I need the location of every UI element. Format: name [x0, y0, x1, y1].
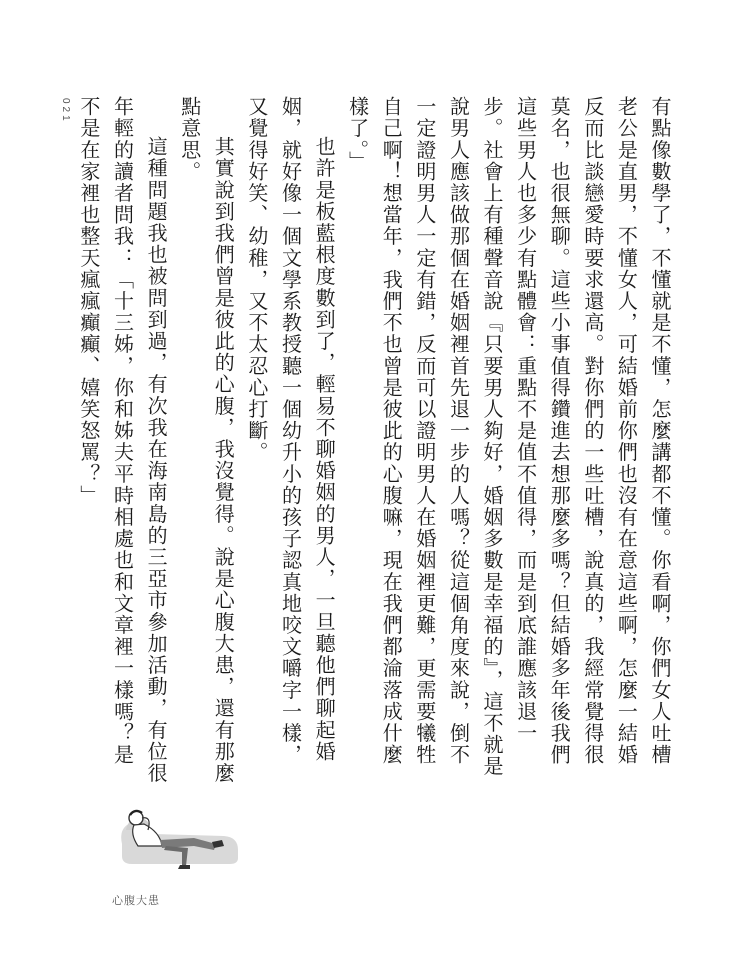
reclining-man-on-sofa-icon [104, 800, 244, 880]
page-number: 021 [60, 98, 71, 124]
paragraph-3: 其實說到我們曾是彼此的心腹，我沒覺得。說是心腹大患，還有那麼點意思。 [177, 96, 236, 784]
paragraph-2: 也許是板藍根度數到了，輕易不聊婚姻的男人，一旦聽他們聊起婚姻，就好像一個文學系教授聽一個幼升小的孩子認真地咬文嚼字一樣，又覺得好笑、幼稚，又不太忍心打斷。 [244, 96, 337, 766]
paragraph-4: 這種問題我也被問到過，有次我在海南島的三亞市參加活動，有位很年輕的讀者問我：「十三姊，你和姊夫平時相處也和文章裡一樣嗎？是不是在家裡也整天瘋瘋癲癲、嬉笑怒罵？」 [76, 96, 169, 784]
paragraph-1: 有點像數學了，不懂就是不懂，怎麼講都不懂。你看啊，你們女人吐槽老公是直男，不懂女人，可結婚前你們也沒有在意這些啊，怎麼一結婚反而比談戀愛時要求還高。對你們的一些吐槽，說真的，我經常覺得很莫名，也很無聊。這些小事值得鑽進去想那麼多嗎？但結婚多年後我們這些男人也多少有點體會：重點不是值不值得，而是到底誰應該退一步。社會上有種聲音說『只要男人夠好，婚姻多數是幸福的』，這不就是說男人應該做那個在婚姻裡首先退一步的人嗎？從這個角度來說，倒不一定證明男人一定有錯，反而可以證明男人在婚姻裡更難，更需要犧牲自己啊！想當年，我們不也曾是彼此的心腹嘛，現在我們都淪落成什麼樣了。」 [345, 96, 672, 778]
illustration-caption: 心腹大患 [112, 894, 160, 907]
body-text [76, 96, 676, 786]
